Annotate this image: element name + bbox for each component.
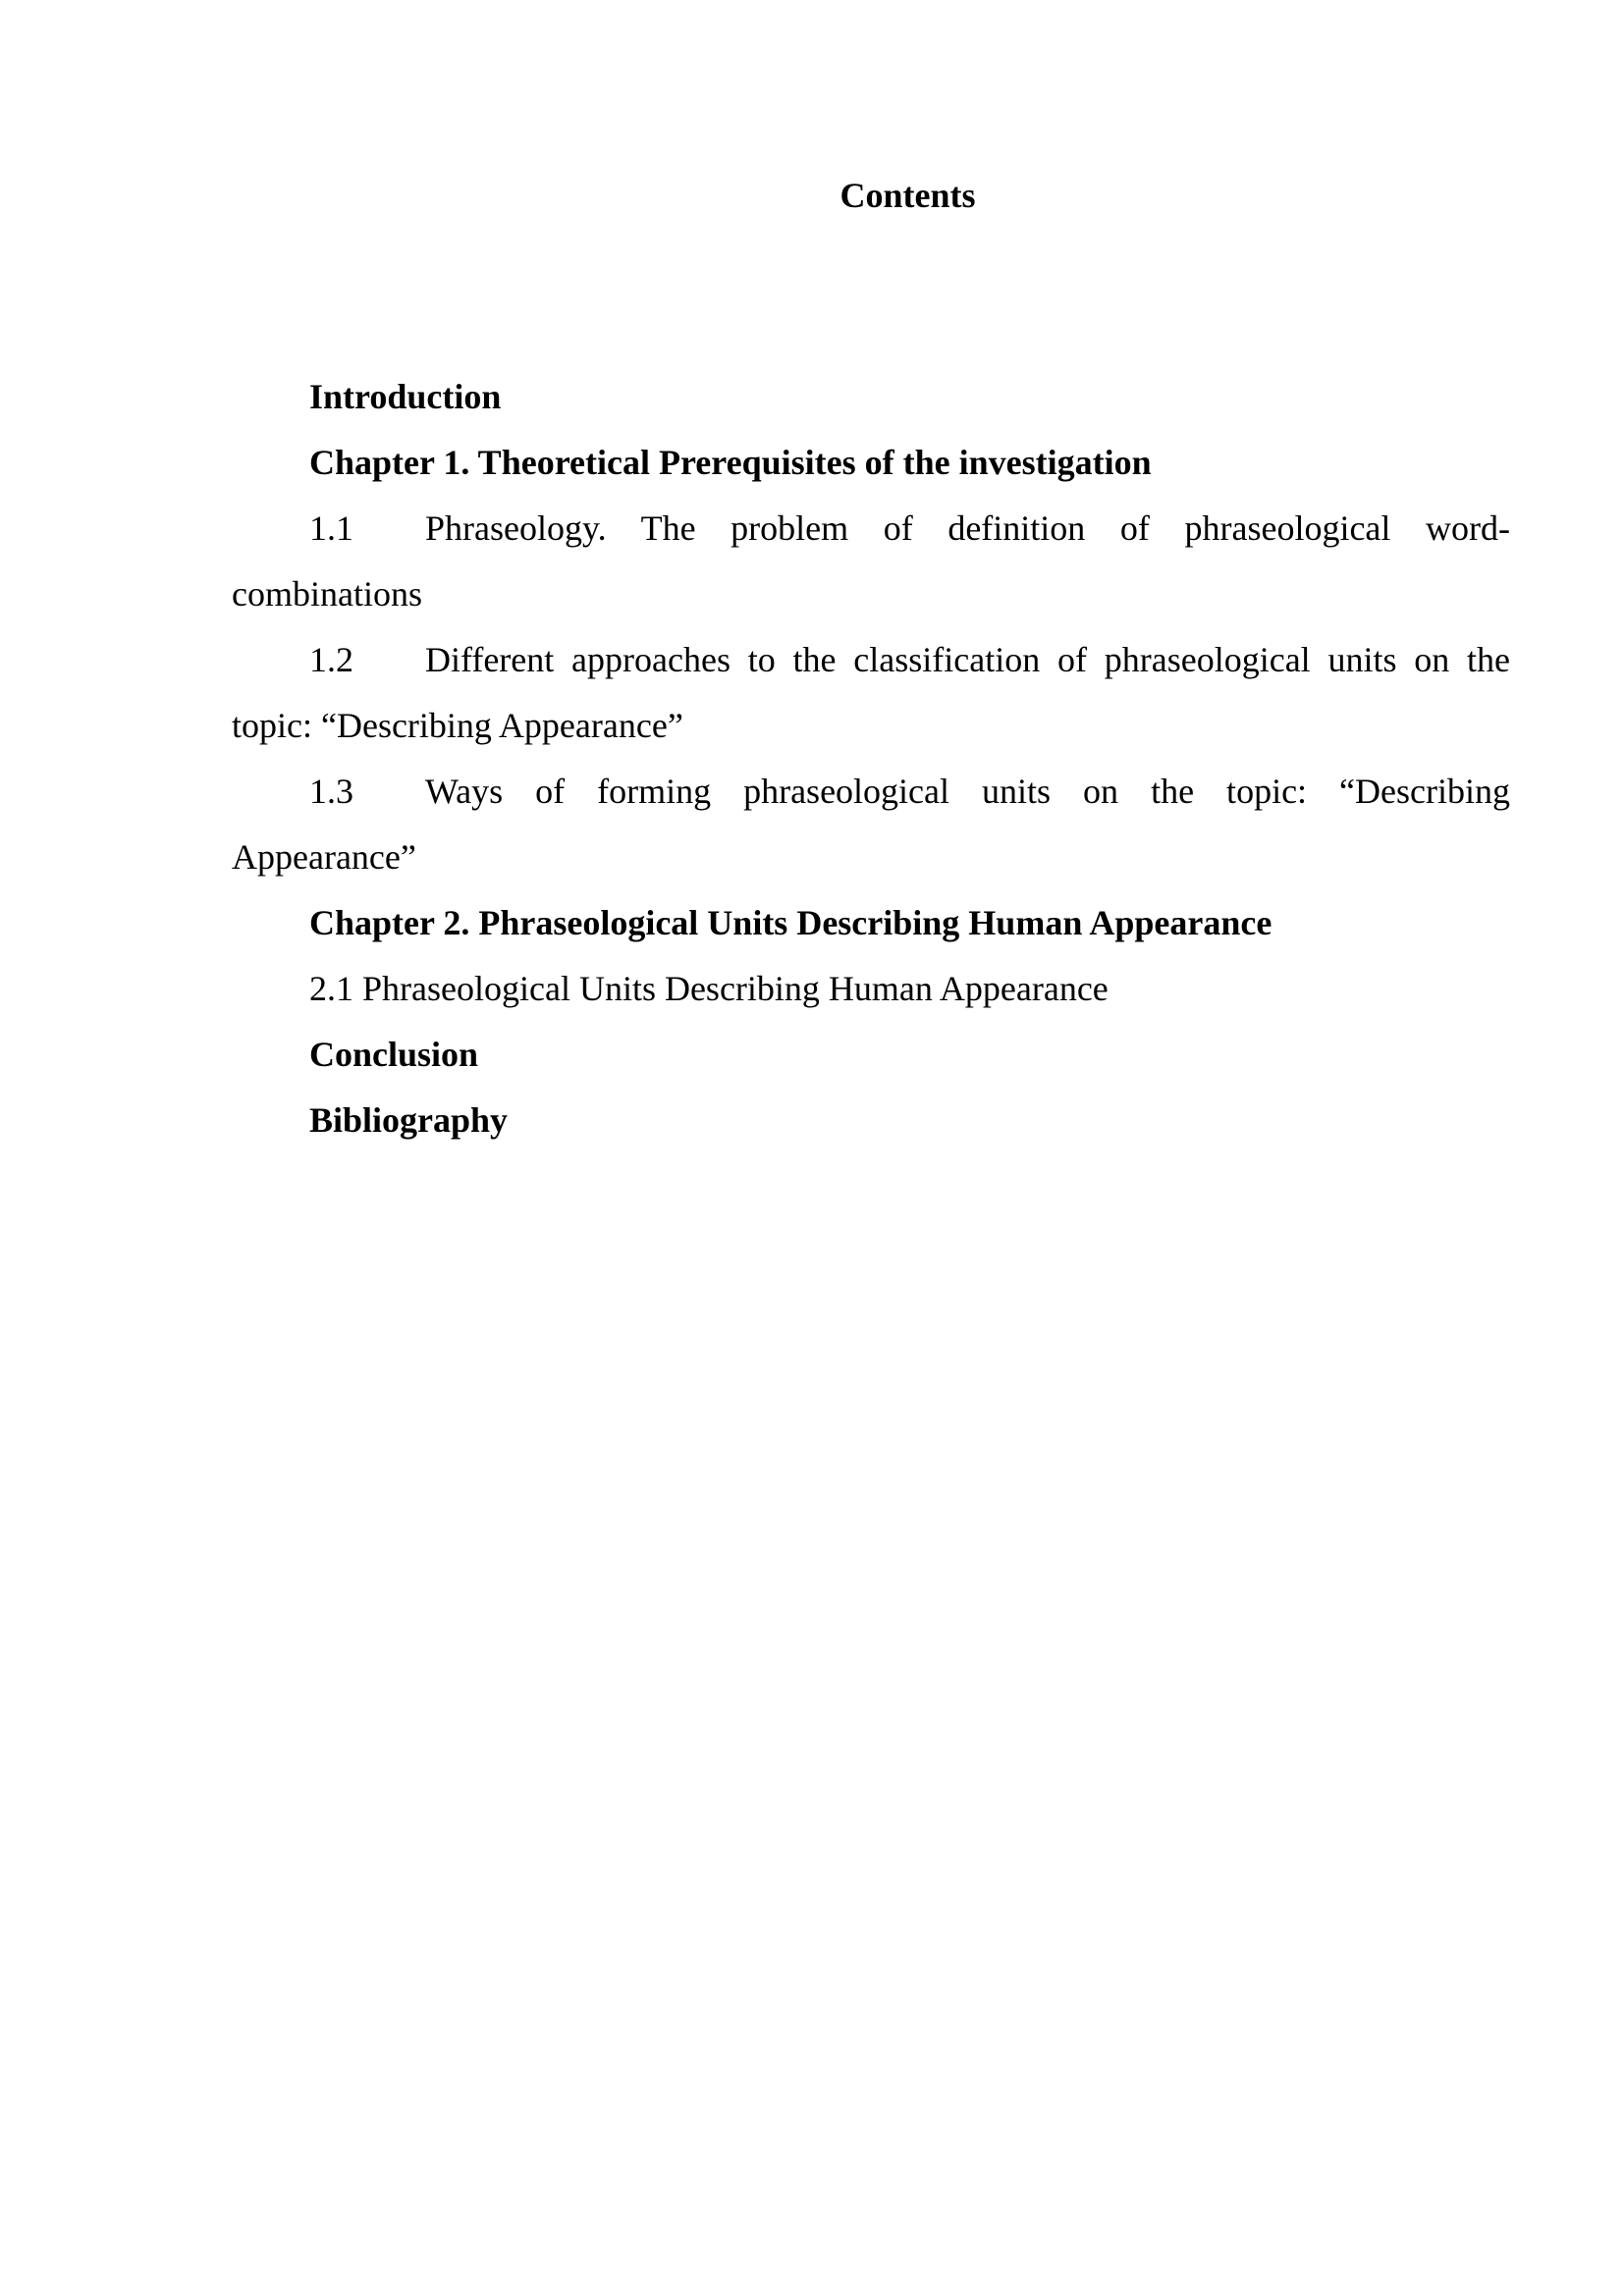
toc-entry-chapter-2 [232,890,1510,956]
toc-entry-label: 2.1 Phraseological Units Describing Human Appearance [309,969,1109,1008]
toc-entry-2-1 [232,956,1510,1022]
toc-entry-label: Conclusion [309,1035,479,1074]
toc-entry-label: Chapter 2. Phraseological Units Describing Human Appearance [309,903,1272,942]
toc-entry-introduction [232,364,1510,430]
toc-entry-label: Phraseology. The problem of definition of phraseological word-combinations [232,508,1510,614]
toc-entry-chapter-1 [232,430,1510,496]
toc-entry-label: Chapter 1. Theoretical Prerequisites of the investigation [309,443,1152,482]
toc-entry-bibliography [232,1088,1510,1153]
table-of-contents [232,364,1510,1153]
page-title: Contents [839,176,976,215]
toc-entry-1-1 [232,496,1510,627]
toc-entry-label: Ways of forming phraseological units on the topic: “Describing Appearance” [232,772,1510,877]
toc-entry-label: Introduction [309,377,502,416]
toc-entry-label: Different approaches to the classification of phraseological units on the topic: “Describing Appearance” [232,640,1510,745]
toc-entry-number: 1.1 [309,508,353,548]
toc-entry-conclusion [232,1022,1510,1088]
toc-entry-number: 1.2 [309,640,353,679]
toc-entry-1-3 [232,759,1510,890]
toc-entry-label: Bibliography [309,1100,509,1140]
toc-entry-number: 1.3 [309,772,353,811]
toc-entry-1-2 [232,627,1510,759]
